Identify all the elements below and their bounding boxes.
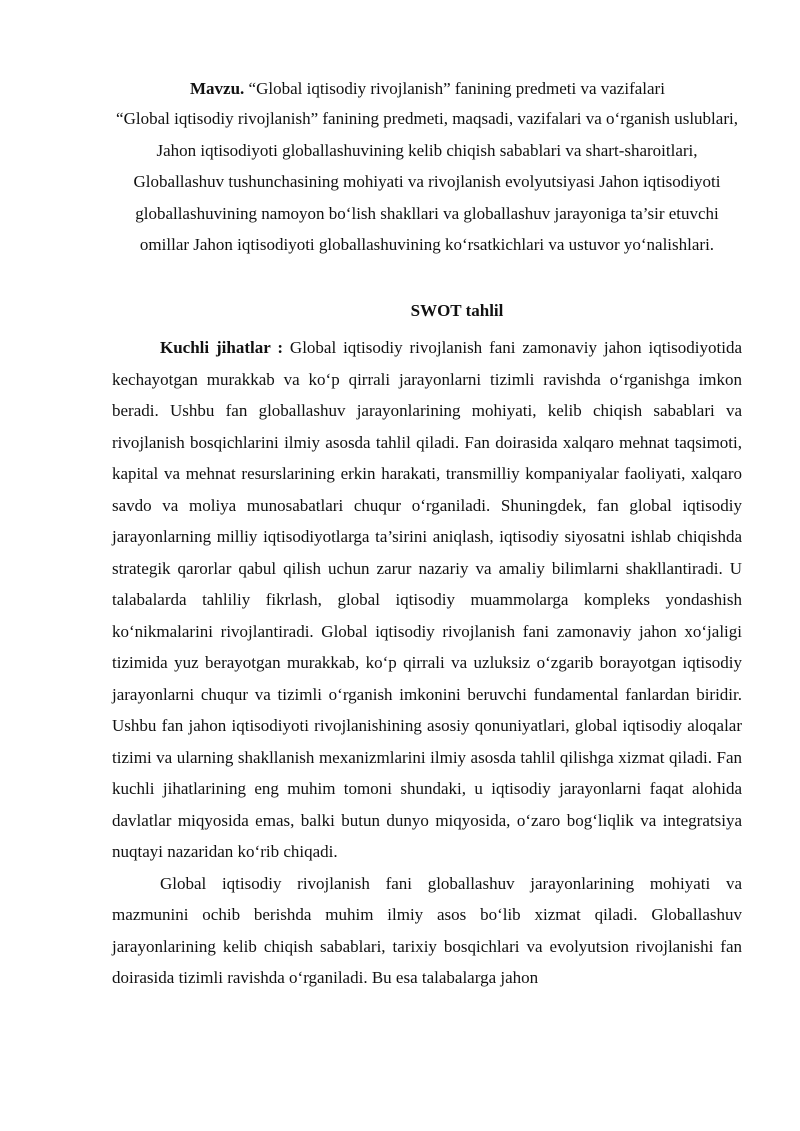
swot-heading: SWOT tahlil [410,301,504,320]
body-text [112,332,742,994]
strengths-text: Global iqtisodiy rivojlanish fani zamonaviy jahon iqtisodiyotida kechayotgan murakkab va ko‘p qirrali jarayonlarni tizimli ravishda o‘rganishga imkon beradi. Ushbu fan globallashuv jarayonlarining mohiyati, kelib chiqish sabablari va rivojlanish bosqichlarini ilmiy asosda tahlil qiladi. Fan doirasida xalqaro mehnat taqsimoti, kapital va mehnat resurslarining erkin harakati, transmilliy kompaniyalar faoliyati, xalqaro savdo va moliya munosabatlari chuqur o‘rganiladi. Shuningdek, fan global iqtisodiy jarayonlarning milliy iqtisodiyotlarga ta’sirini aniqlash, iqtisodiy siyosatni ishlab chiqishda strategik qarorlar qabul qilish uchun zarur nazariy va amaliy bilimlarni shakllantiradi. U talabalarda tahliliy fikrlash, global iqtisodiy muammolarga kompleks yondashish ko‘nikmalarini rivojlantiradi. Global iqtisodiy rivojlanish fani zamonaviy jahon xo‘jaligi tizimida yuz berayotgan murakkab, ko‘p qirrali va uzluksiz o‘zgarib borayotgan iqtisodiy jarayonlarni chuqur va tizimli o‘rganish imkonini beruvchi fundamental fanlardan biridir. Ushbu fan jahon iqtisodiyoti rivojlanishining asosiy qonuniyatlari, global iqtisodiy aloqalar tizimi va ularning shakllanish mexanizmlarini ilmiy asosda tahlil qilishga xizmat qiladi. Fan kuchli jihatlarining eng muhim tomoni shundaki, u iqtisodiy jarayonlarni faqat alohida davlatlar miqyosida emas, balki butun dunyo miqyosida, o‘zaro bog‘liqlik va integratsiya nuqtayi nazaridan ko‘rib chiqadi. [112,338,743,861]
topic-subtitle: “Global iqtisodiy rivojlanish” fanining predmeti, maqsadi, vazifalari va o‘rganish uslublari, Jahon iqtisodiyoti globallashuvining kelib chiqish sabablari va shart-sharoitlari, Globallashuv tushunchasining mohiyati va rivojlanish evolyutsiyasi Jahon iqtisodiyoti globallashuvining namoyon bo‘lish shakllari va globallashuv jarayoniga ta’sir etuvchi omillar Jahon iqtisodiyoti globallashuvining ko‘rsatkichlari va ustuvor yo‘nalishlari. [116,109,738,255]
paragraph-globalization: Global iqtisodiy rivojlanish fani globallashuv jarayonlarining mohiyati va mazmunini ochib berishda muhim ilmiy asos bo‘lib xizmat qiladi. Globallashuv jarayonlarining kelib chiqish sabablari, tarixiy bosqichlari va evolyutsion rivojlanishi fan doirasida tizimli ravishda o‘rganiladi. Bu esa talabalarga jahon [112,873,742,987]
topic-title: “Global iqtisodiy rivojlanish” fanining predmeti va vazifalari [244,79,665,98]
topic-label: Mavzu. [190,79,245,98]
topic-heading [190,76,750,102]
paragraph-strengths [112,332,742,868]
strengths-label: Kuchli jihatlar : [160,338,284,357]
